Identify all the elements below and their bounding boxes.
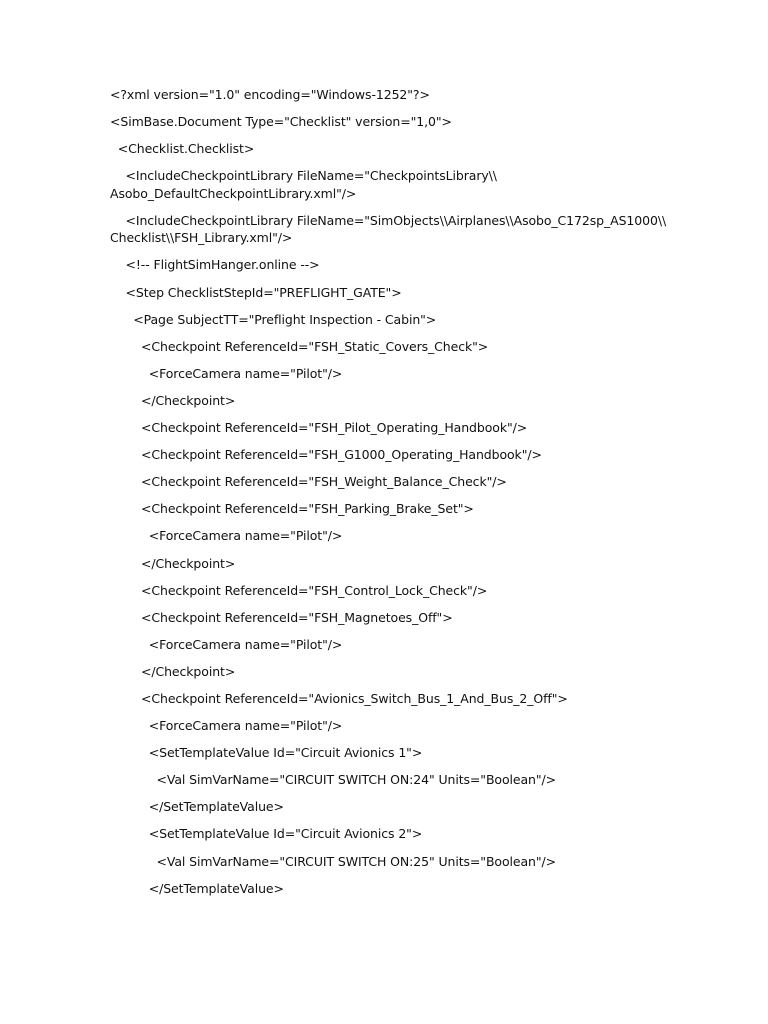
force-camera-line: <ForceCamera name="Pilot"/> xyxy=(110,365,343,381)
set-template-close-line: </SetTemplateValue> xyxy=(110,799,284,815)
checkpoint-magnetoes-line: <Checkpoint ReferenceId="FSH_Magnetoes_Off"> xyxy=(110,609,453,625)
checkpoint-close-line: </Checkpoint> xyxy=(110,555,236,571)
force-camera-line: <ForceCamera name="Pilot"/> xyxy=(110,636,343,652)
checkpoint-control-lock-line: <Checkpoint ReferenceId="FSH_Control_Lock_Check"/> xyxy=(110,582,488,598)
checkpoint-weight-balance-line: <Checkpoint ReferenceId="FSH_Weight_Balance_Check"/> xyxy=(110,474,507,490)
xml-declaration-line: <?xml version="1.0" encoding="Windows-1252"?> xyxy=(110,87,430,102)
val-simvar-25-line: <Val SimVarName="CIRCUIT SWITCH ON:25" Units="Boolean"/> xyxy=(110,853,557,869)
include-library-fsh-line: <IncludeCheckpointLibrary FileName="SimObjects\\Airplanes\\Asobo_C172sp_AS1000\\ Checklist\\FSH_Library.xml"/> xyxy=(110,212,667,246)
comment-line: <!-- FlightSimHanger.online --> xyxy=(110,257,320,273)
page-open-line: <Page SubjectTT="Preflight Inspection - Cabin"> xyxy=(110,311,437,327)
xml-text-block xyxy=(110,86,670,907)
step-open-line: <Step ChecklistStepId="PREFLIGHT_GATE"> xyxy=(110,284,402,300)
set-template-avionics-1-line: <SetTemplateValue Id="Circuit Avionics 1"> xyxy=(110,745,423,761)
checkpoint-parking-brake-line: <Checkpoint ReferenceId="FSH_Parking_Brake_Set"> xyxy=(110,501,474,517)
set-template-close-line: </SetTemplateValue> xyxy=(110,880,284,896)
val-simvar-24-line: <Val SimVarName="CIRCUIT SWITCH ON:24" Units="Boolean"/> xyxy=(110,772,557,788)
checkpoint-g1000-handbook-line: <Checkpoint ReferenceId="FSH_G1000_Operating_Handbook"/> xyxy=(110,447,542,463)
force-camera-line: <ForceCamera name="Pilot"/> xyxy=(110,528,343,544)
checkpoint-pilot-handbook-line: <Checkpoint ReferenceId="FSH_Pilot_Operating_Handbook"/> xyxy=(110,420,528,436)
checkpoint-static-covers-line: <Checkpoint ReferenceId="FSH_Static_Covers_Check"> xyxy=(110,338,489,354)
checklist-open-line: <Checklist.Checklist> xyxy=(110,141,255,157)
checkpoint-close-line: </Checkpoint> xyxy=(110,663,236,679)
set-template-avionics-2-line: <SetTemplateValue Id="Circuit Avionics 2"> xyxy=(110,826,423,842)
force-camera-line: <ForceCamera name="Pilot"/> xyxy=(110,718,343,734)
include-library-default-line: <IncludeCheckpointLibrary FileName="CheckpointsLibrary\\ Asobo_DefaultCheckpointLibrary.xml"/> xyxy=(110,168,497,201)
simbase-document-open-line: <SimBase.Document Type="Checklist" version="1,0"> xyxy=(110,114,452,130)
checkpoint-close-line: </Checkpoint> xyxy=(110,392,236,408)
checkpoint-avionics-switch-line: <Checkpoint ReferenceId="Avionics_Switch_Bus_1_And_Bus_2_Off"> xyxy=(110,690,568,706)
